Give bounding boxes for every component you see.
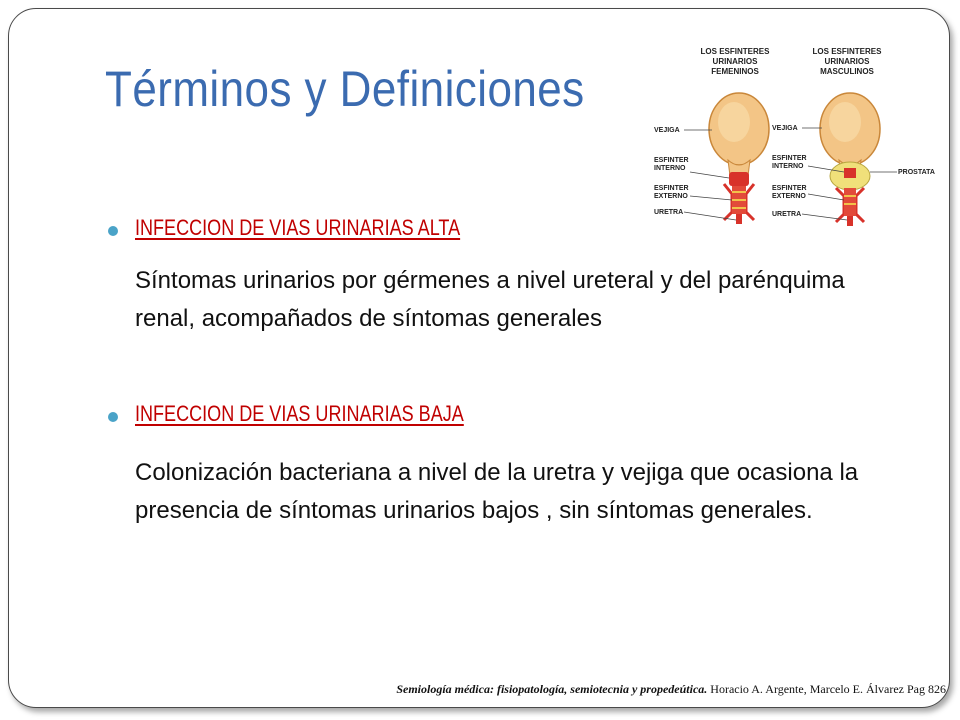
male-title-line-2: URINARIOS: [824, 57, 870, 66]
male-label-esfinter-externo-2: EXTERNO: [772, 193, 806, 200]
female-label-esfinter-interno-2: INTERNO: [654, 165, 686, 172]
female-label-esfinter-externo-1: ESFINTER: [654, 185, 689, 192]
male-label-uretra: URETRA: [772, 211, 802, 218]
female-bladder-illustration: [709, 93, 769, 224]
section-body-line: presencia de síntomas urinarios bajos , sin síntomas generales.: [135, 497, 813, 524]
slide-title: Términos y Definiciones: [105, 61, 585, 117]
male-label-vejiga: VEJIGA: [772, 125, 798, 132]
section-body-alta: [135, 262, 903, 338]
male-label-prostata: PROSTATA: [898, 169, 935, 176]
male-label-esfinter-externo-1: ESFINTER: [772, 185, 807, 192]
male-title-line-3: MASCULINOS: [820, 67, 874, 76]
female-title-line-1: LOS ESFINTERES: [700, 47, 770, 56]
female-label-vejiga: VEJIGA: [654, 127, 680, 134]
bullet-dot: [108, 226, 118, 236]
section-heading-alta: INFECCION DE VIAS URINARIAS ALTA: [135, 215, 461, 240]
female-title-line-2: URINARIOS: [712, 57, 758, 66]
section-body-line: Colonización bacteriana a nivel de la uretra y vejiga que ocasiona la: [135, 459, 859, 486]
male-title-line-1: LOS ESFINTERES: [812, 47, 882, 56]
female-label-esfinter-externo-2: EXTERNO: [654, 193, 688, 200]
female-label-esfinter-interno-1: ESFINTER: [654, 157, 689, 164]
section-body-line: renal, acompañados de síntomas generales: [135, 305, 602, 332]
citation-authors: Horacio A. Argente, Marcelo E. Álvarez Pag 826: [707, 682, 946, 696]
female-title-line-3: FEMENINOS: [711, 67, 759, 76]
section-body-baja: [135, 454, 903, 530]
urinary-sphincters-figure: [652, 44, 942, 228]
section-body-line: Síntomas urinarios por gérmenes a nivel ureteral y del parénquima: [135, 267, 845, 294]
female-label-uretra: URETRA: [654, 209, 684, 216]
bullet-dot: [108, 412, 118, 422]
male-label-esfinter-interno-1: ESFINTER: [772, 155, 807, 162]
male-label-esfinter-interno-2: INTERNO: [772, 163, 804, 170]
male-bladder-illustration: [820, 93, 880, 226]
section-heading-baja: INFECCION DE VIAS URINARIAS BAJA: [135, 401, 464, 426]
citation: [396, 682, 946, 697]
citation-title: Semiología médica: fisiopatología, semiotecnia y propedeútica.: [396, 682, 708, 696]
